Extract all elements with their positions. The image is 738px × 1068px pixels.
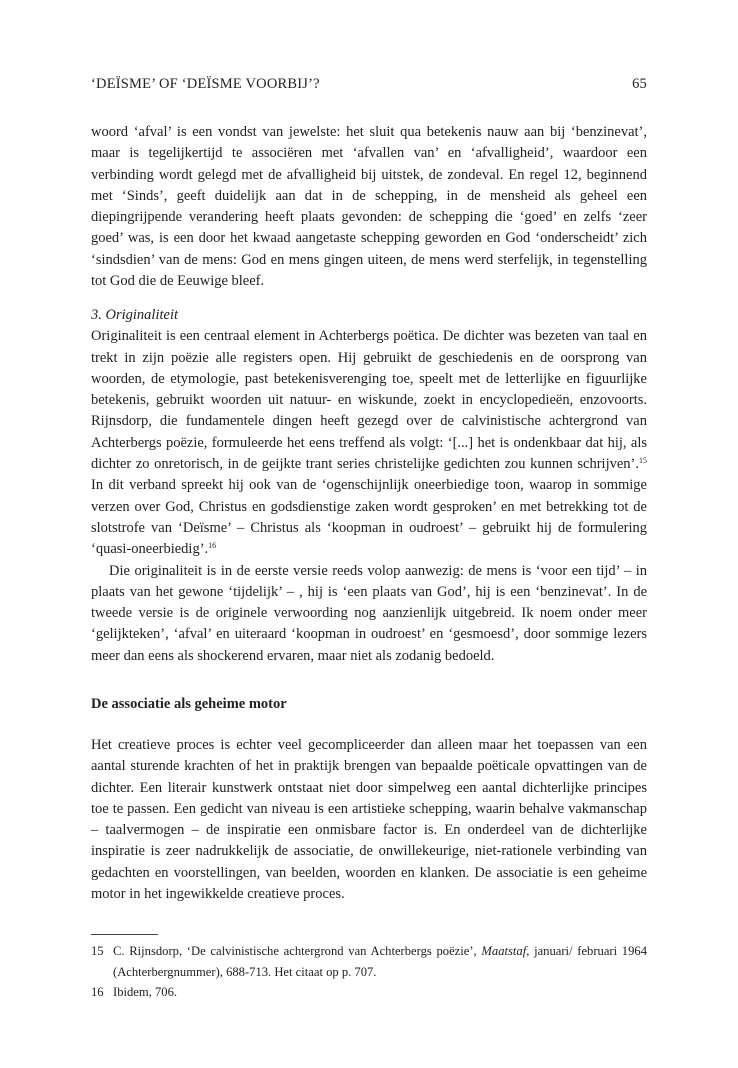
- footnote-journal: Maatstaf,: [481, 944, 530, 958]
- paragraph-originaliteit-part2: In dit verband spreekt hij ook van de ‘ogenschijnlijk oneerbiedige toon, waarop in sommige verzen over God, Christus en godsdienstige zaken wordt gesproken’ en met betrekking tot de slotstrofe van ‘Deïsme’ – Christus als ‘koopman in oudroest’ – gebruikt hij de formulering ‘quasi-oneerbiedig’.: [91, 477, 647, 558]
- running-head: [91, 76, 647, 93]
- footnote-number: 16: [91, 985, 104, 999]
- paragraph-associatie: Het creatieve proces is echter veel gecompliceerder dan alleen maar het toepassen van een aantal sturende krachten of het in praktijk brengen van bepaalde poëticale opvattingen van de dichter. Een literair kunstwerk ontstaat niet door simpelweg een aantal dichterlijke principes toe te passen. Een gedicht van niveau is een artistieke schepping, waarin behalve vakmanschap – taalvermogen – de inspiratie een onmisbare factor is. En onderdeel van de dichterlijke inspiratie is zeer nadrukkelijk de associatie, de onwillekeurige, niet-rationele verbinding van gedachten en voorstellingen, van beelden, woorden en klanken. De associatie is een geheime motor in het ingewikkelde creatieve proces.: [91, 737, 647, 903]
- page-number: 65: [632, 76, 647, 92]
- section-heading-block: [91, 694, 647, 715]
- footnote-text-post: januari/ februari 1964 (Achterbergnummer), 688-713. Het citaat op p. 707.: [113, 944, 647, 979]
- paragraph-eerste-versie: Die originaliteit is in de eerste versie reeds volop aanwezig: de mens is ‘voor een tijd’ – in plaats van het gewone ‘tijdelijk’ – , hij is ‘een plaats van God’, hij is een ‘benzinevat’. In de tweede versie is de originele verwoording nog aanzienlijk uitgebreid. Ik noem onder meer ‘gelijkteken’, ‘afval’ en uiteraard ‘koopman in oudroest’ en ‘gesmoesd’, door sommige lezers meer dan eens als shockerend ervaren, maar niet als zodanig bedoeld.: [91, 562, 647, 664]
- footnote-number: 15: [91, 944, 104, 958]
- section-heading-associatie: De associatie als geheime motor: [91, 696, 287, 712]
- footnote-text: [113, 941, 647, 982]
- running-title: ‘DEÏSME’ OF ‘DEÏSME VOORBIJ’?: [91, 76, 320, 92]
- footnote-ref-15: 15: [639, 456, 647, 466]
- footnote-text-pre: C. Rijnsdorp, ‘De calvinistische achtergrond van Achterbergs poëzie’,: [113, 944, 482, 958]
- footnote-ref-16: 16: [208, 541, 217, 551]
- opening-block: [91, 122, 647, 292]
- footnote-text: Ibidem, 706.: [113, 985, 178, 999]
- footnote-rule: [91, 934, 158, 935]
- footnote-16: [91, 982, 647, 1003]
- footnotes: [91, 941, 647, 1003]
- footnote-15: [91, 941, 647, 982]
- section-originaliteit: [91, 305, 647, 667]
- section-associatie: [91, 735, 647, 905]
- paragraph-afval: woord ‘afval’ is een vondst van jewelste: het sluit qua betekenis nauw aan bij ‘benzinevat’, maar is tegelijkertijd te associëren met ‘afvallen van’ en ‘afvalligheid’, waardoor een verbinding wordt gelegd met de afvalligheid bij uitstek, de zondeval. En regel 12, beginnend met ‘Sinds’, geeft duidelijk aan dat in de schepping, in de mensheid als geheel een diepingrijpende verandering heeft plaats gevonden: de schepping die ‘goed’ en zelfs ‘zeer goed’ was, is een door het kwaad aangetaste schepping geworden en God ‘onderscheidt’ zich ‘sindsdien’ van de mens: God en mens gingen uiteen, de mens werd sterfelijk, in tegenstelling tot God die de Eeuwige bleef.: [91, 124, 647, 290]
- subheading-originaliteit: 3. Originaliteit: [91, 307, 178, 323]
- paragraph-originaliteit: [91, 326, 647, 560]
- paragraph-originaliteit-part1: Originaliteit is een centraal element in Achterbergs poëtica. De dichter was bezeten van taal en trekt in zijn poëzie alle registers open. Hij gebruikt de geschiedenis en de oorsprong van woorden, de etymologie, past betekenisverenging toe, speelt met de letterlijke en figuurlijke betekenis, gebruikt woorden uit natuur- en wiskunde, zoekt in encyclopedieën, enzovoorts. Rijnsdorp, die fundamentele dingen heeft gezegd over de calvinistische achtergrond van Achterbergs poëzie, formuleerde het eens treffend als volgt: ‘[...] het is ondenkbaar dat hij, als dichter zo onretorisch, in de geijkte trant series christelijke gedichten zou kunnen schrijven’.: [91, 328, 647, 473]
